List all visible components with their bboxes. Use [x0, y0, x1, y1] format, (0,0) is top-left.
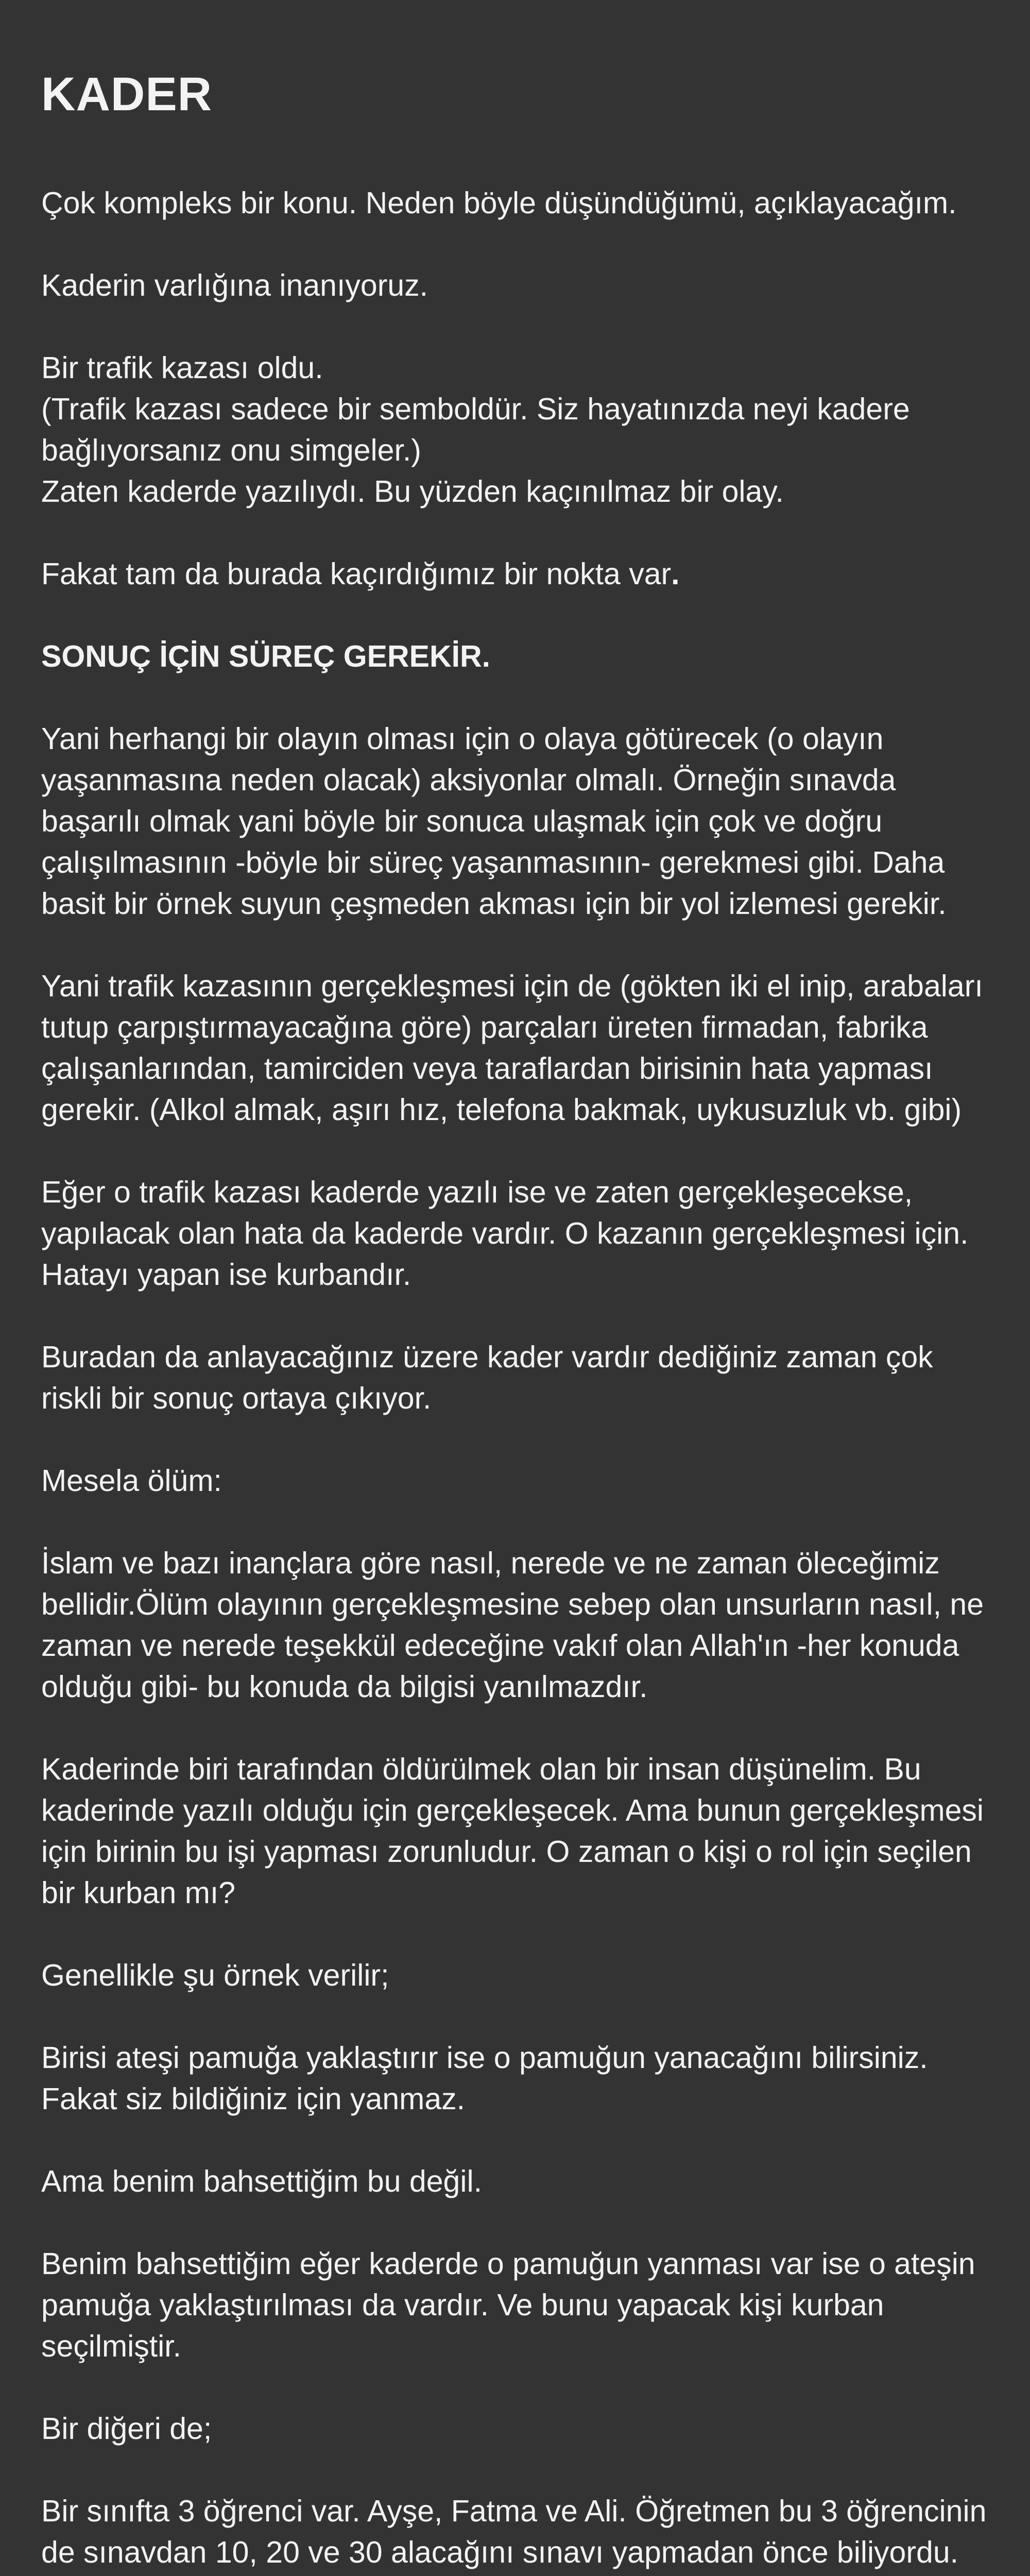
paragraph-text: Birisi ateşi pamuğa yaklaştırır ise o pamuğun yanacağını bilirsiniz. Fakat siz bildiğiniz için yanmaz. — [41, 2041, 928, 2116]
article-paragraph — [41, 2161, 989, 2202]
article-paragraph — [41, 1749, 989, 1913]
article-paragraph — [41, 1172, 989, 1295]
article-paragraph — [41, 2037, 989, 2120]
paragraph-text: Buradan da anlayacağınız üzere kader vardır dediğiniz zaman çok riskli bir sonuç ortaya çıkıyor. — [41, 1340, 933, 1416]
emphasized-text: SONUÇ İÇİN SÜREÇ GEREKİR. — [41, 639, 490, 674]
paragraph-text: Genellikle şu örnek verilir; — [41, 1958, 389, 1993]
article-paragraph — [41, 965, 989, 1130]
article-paragraph — [41, 636, 989, 677]
article-title: KADER — [41, 68, 213, 121]
paragraph-text: Fakat tam da burada kaçırdığımız bir nokta var — [41, 557, 672, 591]
article-paragraph — [41, 2490, 989, 2576]
article-paragraph — [41, 2408, 989, 2449]
article-paragraph — [41, 347, 989, 512]
article-paragraph — [41, 182, 989, 224]
article-paragraph — [41, 553, 989, 595]
paragraph-text: Ama benim bahsettiğim bu değil. — [41, 2164, 482, 2199]
paragraph-text: Eğer o trafik kazası kaderde yazılı ise ve zaten gerçekleşecekse, yapılacak olan hata da kaderde vardır. O kazanın gerçekleşmesi için. Hatayı yapan ise kurbandır. — [41, 1175, 969, 1292]
article-paragraph — [41, 265, 989, 306]
article-body — [41, 182, 989, 2576]
paragraph-text: Yani trafik kazasının gerçekleşmesi için de (gökten iki el inip, arabaları tutup çarpıştırmayacağına göre) parçaları üreten firmadan, fabrika çalışanlarından, tamirciden veya taraflardan birisinin hata yapması gerekir. (Alkol almak, aşırı hız, telefona bakmak, uykusuzluk vb. gibi) — [41, 969, 983, 1127]
article-paragraph — [41, 1955, 989, 1996]
paragraph-text: Bir diğeri de; — [41, 2412, 212, 2446]
paragraph-text: İslam ve bazı inançlara göre nasıl, nerede ve ne zaman öleceğimiz bellidir.Ölüm olayının gerçekleşmesine sebep olan unsurların nasıl, ne zaman ve nerede teşekkül edeceğine vakıf olan Allah'ın -her konuda olduğu gibi- bu konuda da bilgisi yanılmazdır. — [41, 1546, 984, 1704]
paragraph-text: Benim bahsettiğim eğer kaderde o pamuğun yanması var ise o ateşin pamuğa yaklaştırılması da vardır. Ve bunu yapacak kişi kurban seçilmiştir. — [41, 2247, 975, 2364]
paragraph-text: Bir trafik kazası oldu. (Trafik kazası sadece bir semboldür. Siz hayatınızda neyi kadere bağlıyorsanız onu simgeler.) Zaten kaderde yazılıydı. Bu yüzden kaçınılmaz bir olay. — [41, 351, 910, 509]
article-paragraph — [41, 718, 989, 924]
paragraph-text: Mesela ölüm: — [41, 1464, 222, 1498]
article-paragraph — [41, 1336, 989, 1419]
article-paragraph — [41, 1543, 989, 1707]
paragraph-text: Kaderinde biri tarafından öldürülmek olan bir insan düşünelim. Bu kaderinde yazılı olduğu için gerçekleşecek. Ama bunun gerçekleşmesi için birinin bu işi yapması zorunludur. O zaman o kişi o rol için seçilen bir kurban mı? — [41, 1752, 984, 1910]
paragraph-text: Yani herhangi bir olayın olması için o olaya götürecek (o olayın yaşanmasına neden olacak) aksiyonlar olmalı. Örneğin sınavda başarılı olmak yani böyle bir sonuca ulaşmak için çok ve doğru çalışılmasının -böyle bir süreç yaşanmasının- gerekmesi gibi. Daha basit bir örnek suyun çeşmeden akması için bir yol izlemesi gerekir. — [41, 722, 947, 921]
paragraph-text: Çok kompleks bir konu. Neden böyle düşündüğümü, açıklayacağım. — [41, 186, 957, 221]
article-paragraph — [41, 1460, 989, 1501]
paragraph-text: Bir sınıfta 3 öğrenci var. Ayşe, Fatma ve Ali. Öğretmen bu 3 öğrencinin de sınavdan 10, 20 ve 30 alacağını sınavı yapmadan önce biliyordu. — [41, 2494, 987, 2570]
paragraph-text: Kaderin varlığına inanıyoruz. — [41, 268, 428, 303]
emphasized-text: . — [671, 557, 680, 591]
article-paragraph — [41, 2243, 989, 2367]
